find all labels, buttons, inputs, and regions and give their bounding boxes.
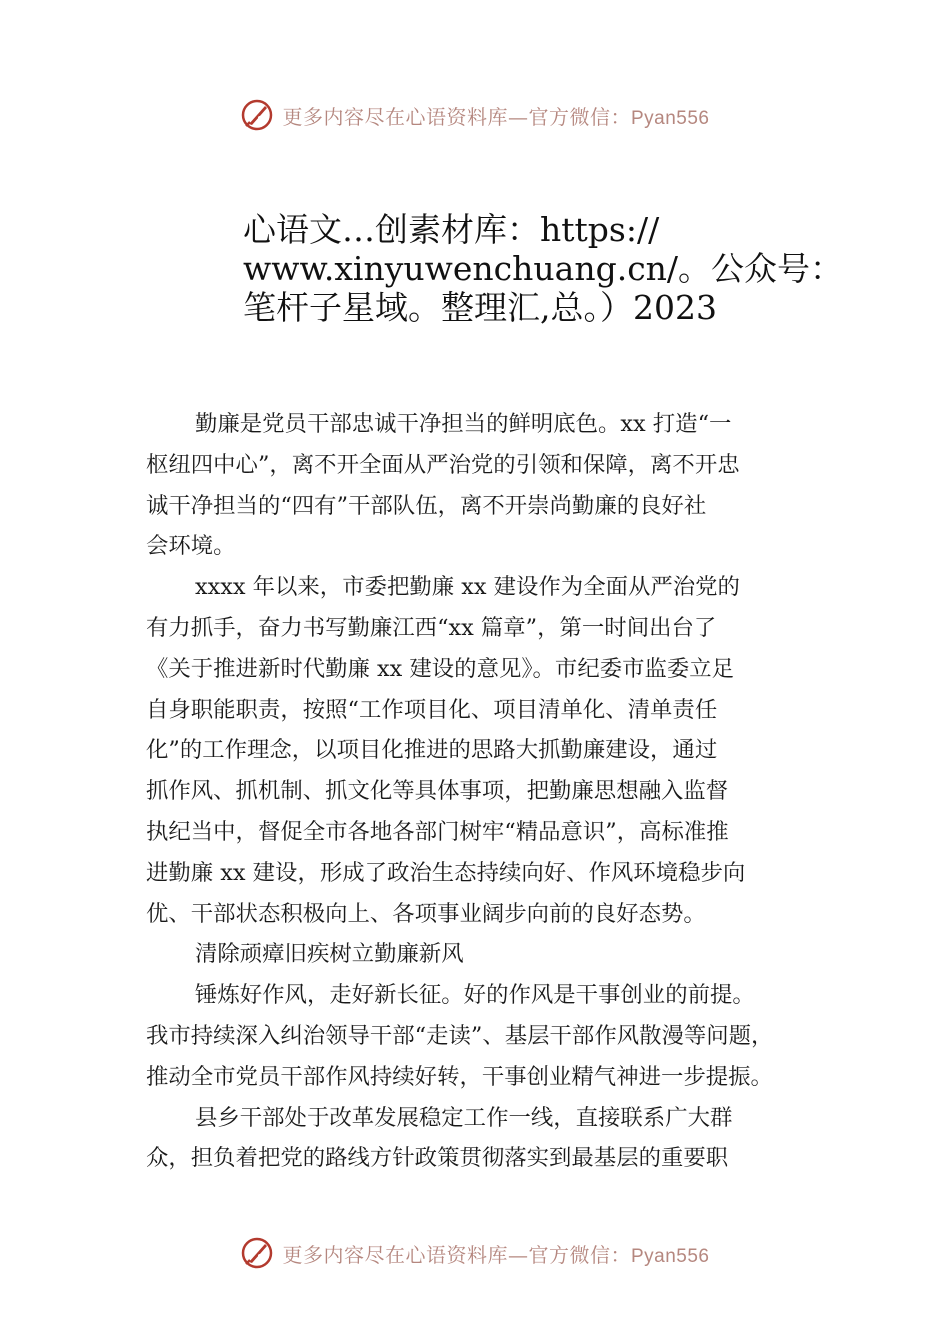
document-title	[243, 210, 843, 327]
body-line: 进勤廉 xx 建设，形成了政治生态持续向好、作风环境稳步向	[146, 859, 746, 886]
body-line: 锤炼好作风，走好新长征。好的作风是干事创业的前提。	[195, 982, 755, 1009]
body-line: 优、干部状态积极向上、各项事业阔步向前的良好态势。	[146, 900, 706, 927]
title-line: 笔杆子星域。整理汇,总。）2023	[243, 288, 717, 327]
banner-text	[282, 1239, 709, 1268]
body-line: 县乡干部处于改革发展稳定工作一线，直接联系广大群	[195, 1104, 733, 1131]
quill-pen-logo-icon	[240, 98, 274, 132]
body-line: 推动全市党员干部作风持续好转，干事创业精气神进一步提振。	[146, 1063, 773, 1090]
body-line: 化”的工作理念，以项目化推进的思路大抓勤廉建设，通过	[146, 737, 718, 764]
section-heading: 清除顽瘴旧疾树立勤廉新风	[195, 941, 464, 968]
body-line: 有力抓手，奋力书写勤廉江西“xx 篇章”，第一时间出台了	[146, 614, 717, 641]
body-line: 勤廉是党员干部忠诚干净担当的鲜明底色。xx 打造“一	[195, 411, 732, 437]
banner-label: 更多内容尽在心语资料库—官方微信：	[282, 104, 631, 129]
body-line: 执纪当中，督促全市各地各部门树牢“精品意识”，高标准推	[146, 818, 729, 845]
banner-wechat-id: Pyan556	[630, 107, 710, 129]
body-line: 众，担负着把党的路线方针政策贯彻落实到最基层的重要职	[146, 1145, 729, 1172]
body-line: 自身职能职责，按照“工作项目化、项目清单化、清单责任	[146, 696, 718, 723]
title-line: www.xinyuwenchuang.cn/。公众号：	[243, 249, 844, 288]
body-line: 枢纽四中心”，离不开全面从严治党的引领和保障，离不开忠	[146, 451, 740, 478]
body-line: 《关于推进新时代勤廉 xx 建设的意见》。市纪委市监委立足	[146, 655, 735, 682]
body-line: 诚干净担当的“四有”干部队伍，离不开崇尚勤廉的良好社	[146, 492, 707, 519]
quill-pen-logo-icon	[240, 1236, 274, 1270]
banner-text	[282, 101, 709, 130]
body-line: 抓作风、抓机制、抓文化等具体事项，把勤廉思想融入监督	[146, 778, 729, 805]
banner-wechat-id: Pyan556	[630, 1245, 710, 1267]
banner-label: 更多内容尽在心语资料库—官方微信：	[282, 1242, 631, 1267]
body-line: 会环境。	[146, 533, 236, 560]
body-line: 我市持续深入纠治领导干部“走读”、基层干部作风散漫等问题，	[146, 1022, 774, 1049]
header-banner	[0, 95, 950, 135]
title-line: 心语文…创素材库：https://	[243, 210, 660, 249]
document-body	[146, 404, 836, 1179]
body-line: xxxx 年以来，市委把勤廉 xx 建设作为全面从严治党的	[195, 574, 740, 601]
footer-banner	[0, 1233, 950, 1273]
